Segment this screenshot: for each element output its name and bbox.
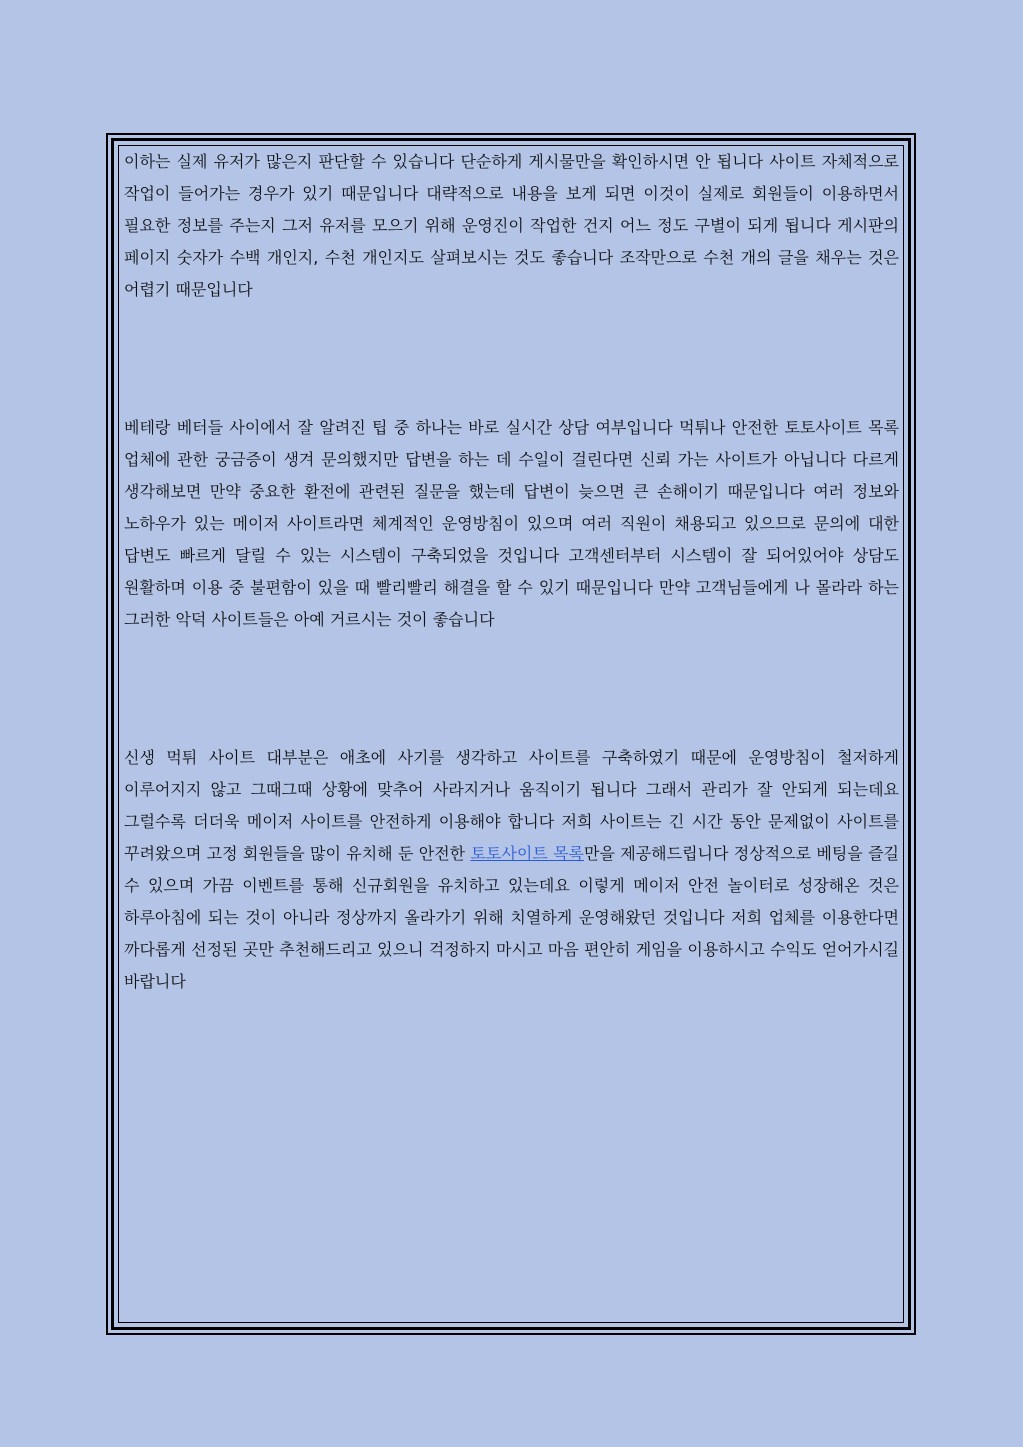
paragraph-3 — [124, 742, 899, 998]
document-body — [124, 146, 899, 998]
paragraph-spacer — [124, 636, 899, 742]
paragraph-3-text-after-link: 만을 제공해드립니다 정상적으로 베팅을 즐길 수 있으며 가끔 이벤트를 통해 신규회원을 유치하고 있는데요 이렇게 메이저 안전 놀이터로 성장해온 것은 하루아침에 되는 것이 아니라 정상까지 올라가기 위해 치열하게 운영해왔던 것입니다 저희 업체를 이용한다면 까다롭게 선정된 곳만 추천해드리고 있으니 걱정하지 마시고 마음 편안히 게임을 이용하시고 수익도 얻어가시길 바랍니다 — [124, 844, 899, 991]
toto-site-list-link[interactable]: 토토사이트 목록 — [470, 844, 584, 863]
paragraph-1: 이하는 실제 유저가 많은지 판단할 수 있습니다 단순하게 게시물만을 확인하시면 안 됩니다 사이트 자체적으로 작업이 들어가는 경우가 있기 때문입니다 대략적으로 내용을 보게 되면 이것이 실제로 회원들이 이용하면서 필요한 정보를 주는지 그저 유저를 모으기 위해 운영진이 작업한 건지 어느 정도 구별이 되게 됩니다 게시판의 페이지 숫자가 수백 개인지, 수천 개인지도 살펴보시는 것도 좋습니다 조작만으로 수천 개의 글을 채우는 것은 어렵기 때문입니다 — [124, 152, 899, 299]
paragraph-spacer — [124, 306, 899, 412]
paragraph-2: 베테랑 베터들 사이에서 잘 알려진 팁 중 하나는 바로 실시간 상담 여부입니다 먹튀나 안전한 토토사이트 목록 업체에 관한 궁금증이 생겨 문의했지만 답변을 하는 데 수일이 걸린다면 신뢰 가는 사이트가 아닙니다 다르게 생각해보면 만약 중요한 환전에 관련된 질문을 했는데 답변이 늦으면 큰 손해이기 때문입니다 여러 정보와 노하우가 있는 메이저 사이트라면 체계적인 운영방침이 있으며 여러 직원이 채용되고 있으므로 문의에 대한 답변도 빠르게 달릴 수 있는 시스템이 구축되었을 것입니다 고객센터부터 시스템이 잘 되어있어야 상담도 원활하며 이용 중 불편함이 있을 때 빨리빨리 해결을 할 수 있기 때문입니다 만약 고객님들에게 나 몰라라 하는 그러한 악덕 사이트들은 아예 거르시는 것이 좋습니다 — [124, 418, 899, 629]
paragraph-3-text-before-link: 신생 먹튀 사이트 대부분은 애초에 사기를 생각하고 사이트를 구축하였기 때문에 운영방침이 철저하게 이루어지지 않고 그때그때 상황에 맞추어 사라지거나 움직이기 됩니다 그래서 관리가 잘 안되게 되는데요 그럴수록 더더욱 메이저 사이트를 안전하게 이용해야 합니다 저희 사이트는 긴 시간 동안 문제없이 사이트를 꾸려왔으며 고정 회원들을 많이 유치해 둔 안전한 — [124, 748, 899, 863]
